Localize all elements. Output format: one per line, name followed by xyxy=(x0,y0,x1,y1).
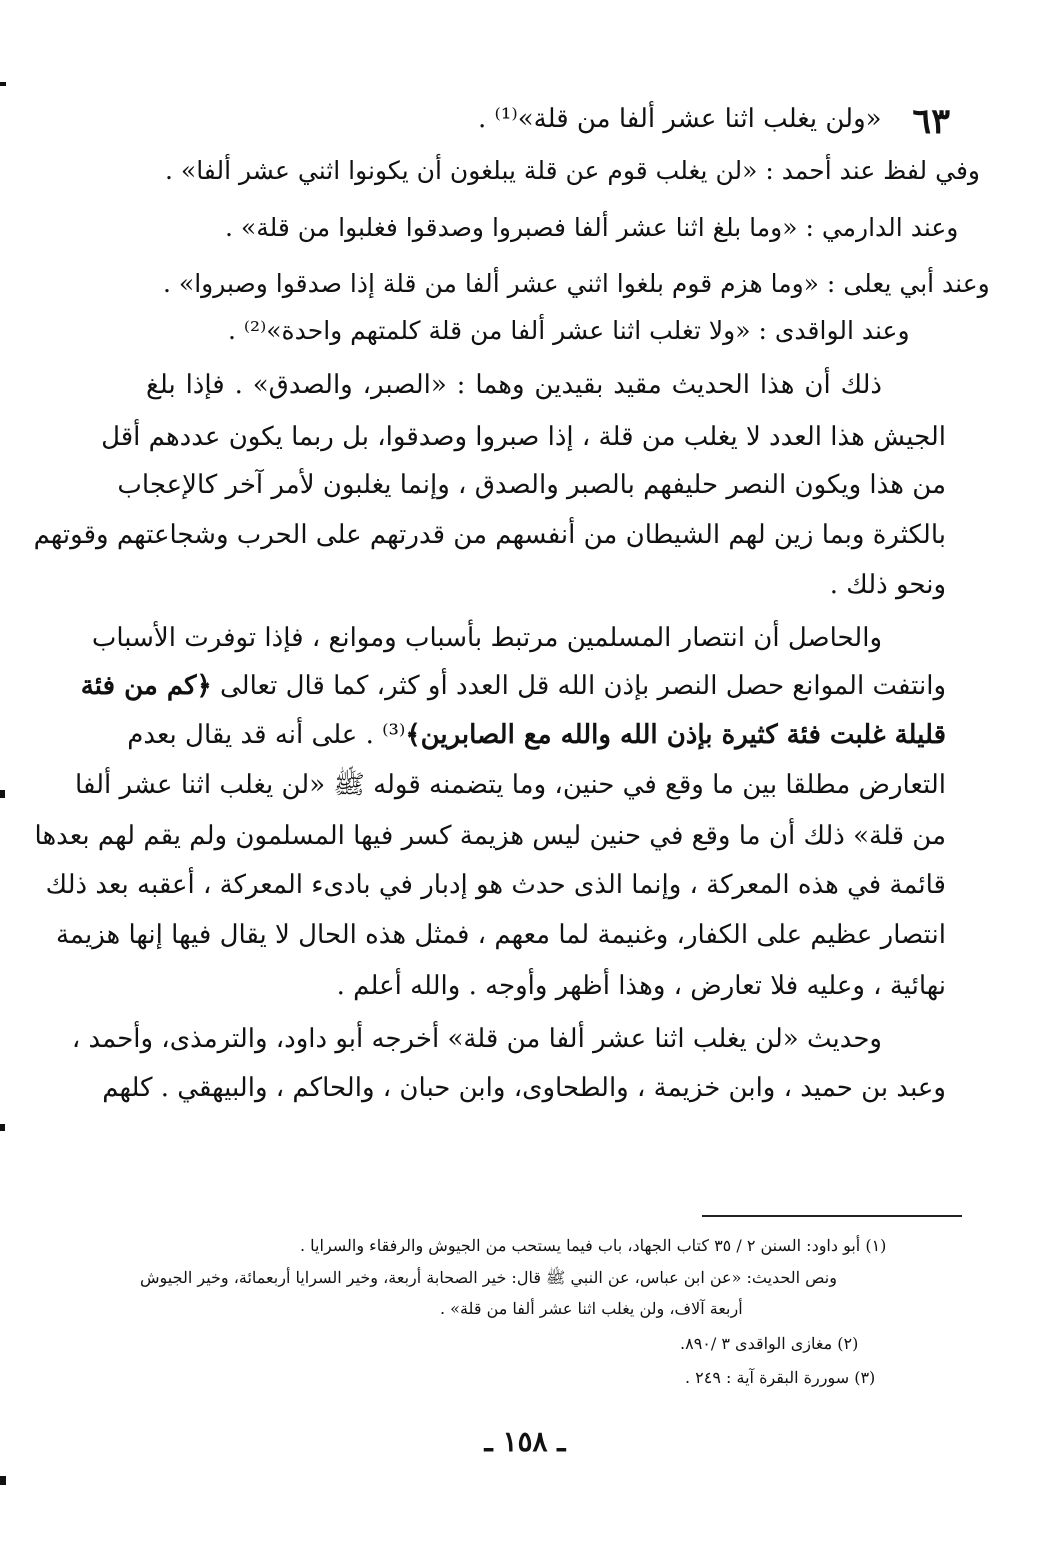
paragraph1-line: من هذا ويكون النصر حليفهم بالصبر والصدق ، وإنما يغلبون لأمر آخر كالإعجاب xyxy=(117,470,946,500)
paragraph2-line: قائمة في هذه المعركة ، وإنما الذى حدث هو إدبار في بادىء المعركة ، أعقبه بعد ذلك xyxy=(45,870,946,900)
footnote-1-continued: ونص الحديث: «عن ابن عباس، عن النبي ﷺ قال: خير الصحابة أربعة، وخير السرايا أربعمائة، وخير الجيوش xyxy=(140,1268,837,1287)
quran-verse-end: قليلة غلبت فئة كثيرة بإذن الله والله مع الصابرين﴾ xyxy=(405,720,946,750)
footnote-3: (٣) سوررة البقرة آية : ٢٤٩ . xyxy=(685,1368,876,1387)
paragraph1-line: بالكثرة وبما زين لهم الشيطان من أنفسهم من قدرتهم على الحرب وشجاعتهم وقوتهم xyxy=(33,520,946,550)
variant-ahmad: وفي لفظ عند أحمد : «لن يغلب قوم عن قلة يبلغون أن يكونوا اثني عشر ألفا» . xyxy=(165,156,980,185)
paragraph2-line xyxy=(127,720,946,750)
paragraph2-line: التعارض مطلقا بين ما وقع في حنين، وما يتضمنه قوله ﷺ «لن يغلب اثنا عشر ألفا xyxy=(75,770,946,800)
variant-waqidi: وعند الواقدى : «ولا تغلب اثنا عشر ألفا من قلة كلمتهم واحدة»⁽²⁾ . xyxy=(228,316,910,345)
paragraph2-line xyxy=(80,671,946,701)
variant-darimi: وعند الدارمي : «وما بلغ اثنا عشر ألفا فصبروا وصدقوا فغلبوا من قلة» . xyxy=(225,213,959,242)
paragraph2-text: وانتفت الموانع حصل النصر بإذن الله قل العدد أو كثر، كما قال تعالى xyxy=(211,671,946,701)
page-number: ـ ١٥٨ ـ xyxy=(484,1425,566,1458)
variant-abu-yala: وعند أبي يعلى : «وما هزم قوم بلغوا اثني عشر ألفا من قلة إذا صدقوا وصبروا» . xyxy=(163,269,990,298)
scan-mark xyxy=(0,1124,5,1131)
scan-mark xyxy=(0,790,5,798)
paragraph2-line: من قلة» ذلك أن ما وقع في حنين ليس هزيمة كسر فيها المسلمون ولم يقم لهم بعدها xyxy=(34,821,946,851)
paragraph1-line: ذلك أن هذا الحديث مقيد بقيدين وهما : «الصبر، والصدق» . فإذا بلغ xyxy=(146,370,882,400)
hadith-text: «ولن يغلب اثنا عشر ألفا من قلة»⁽¹⁾ . xyxy=(478,104,882,134)
footnote-1-continued: أربعة آلاف، ولن يغلب اثنا عشر ألفا من قلة» . xyxy=(440,1299,743,1318)
paragraph2-line: انتصار عظيم على الكفار، وغنيمة لما معهم ، فمثل هذه الحال لا يقال فيها إنها هزيمة xyxy=(55,920,946,950)
footnote-divider xyxy=(702,1215,962,1217)
paragraph2-line: نهائية ، وعليه فلا تعارض ، وهذا أظهر وأوجه . والله أعلم . xyxy=(336,971,946,1001)
quran-verse-start: ﴿كم من فئة xyxy=(80,671,212,701)
paragraph3-line: وعبد بن حميد ، وابن خزيمة ، والطحاوى، وابن حبان ، والحاكم ، والبيهقي . كلهم xyxy=(102,1073,946,1103)
scan-mark xyxy=(0,1476,6,1485)
paragraph1-line: الجيش هذا العدد لا يغلب من قلة ، إذا صبروا وصدقوا، بل ربما يكون عددهم أقل xyxy=(101,422,946,452)
paragraph2-line: والحاصل أن انتصار المسلمين مرتبط بأسباب وموانع ، فإذا توفرت الأسباب xyxy=(91,623,882,653)
scan-mark xyxy=(0,82,6,86)
footnote-1: (١) أبو داود: السنن ٢ / ٣٥ كتاب الجهاد، باب فيما يستحب من الجيوش والرفقاء والسرايا . xyxy=(300,1236,887,1255)
footnote-2: (٢) مغازى الواقدى ٣ /٨٩٠. xyxy=(680,1334,859,1353)
paragraph1-line: ونحو ذلك . xyxy=(829,570,946,600)
hadith-number: ٦٣ xyxy=(912,101,950,142)
paragraph3-line: وحديث «لن يغلب اثنا عشر ألفا من قلة» أخرجه أبو داود، والترمذى، وأحمد ، xyxy=(71,1024,882,1054)
paragraph2-text: ⁽³⁾ . على أنه قد يقال بعدم xyxy=(127,720,406,750)
